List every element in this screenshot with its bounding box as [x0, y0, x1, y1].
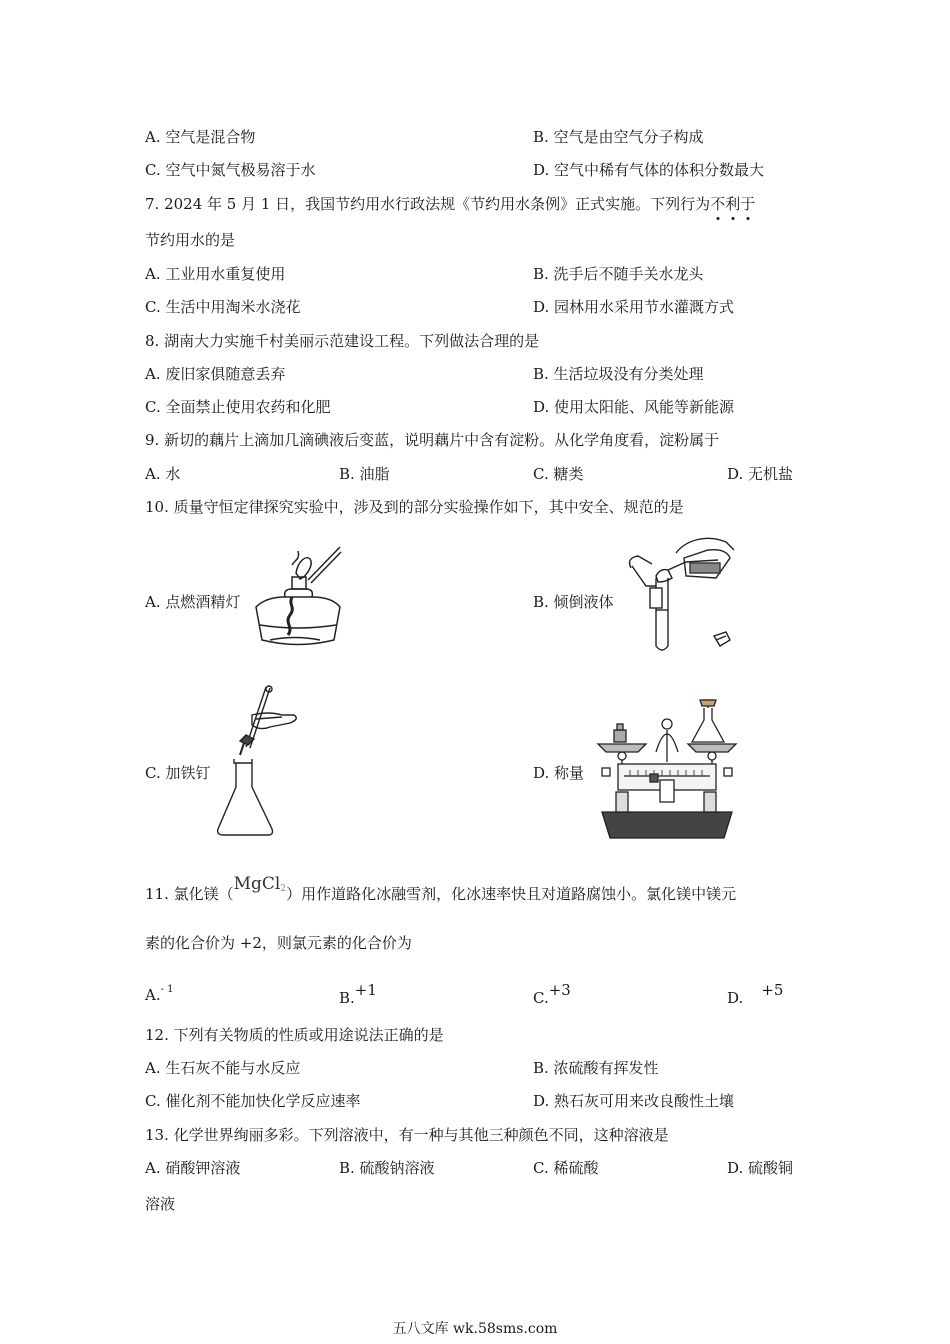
- q8-option-d: D. 使用太阳能、风能等新能源: [533, 398, 735, 416]
- q12-option-a: A. 生石灰不能与水反应: [145, 1059, 301, 1077]
- q7-emphasis-3: 于: [740, 195, 756, 213]
- alcohol-lamp-figure: [248, 545, 343, 655]
- q11-option-d-value: +5: [761, 981, 784, 999]
- q12-option-d: D. 熟石灰可用来改良酸性土壤: [533, 1092, 735, 1110]
- q11-option-d-label: D.: [727, 989, 744, 1007]
- q7-option-a: A. 工业用水重复使用: [145, 265, 286, 283]
- pour-liquid-figure: [626, 528, 741, 653]
- q11-option-c-label: C.: [533, 989, 549, 1007]
- q11-option-b-label: B.: [339, 989, 355, 1007]
- q13-option-b: B. 硫酸钠溶液: [339, 1159, 435, 1177]
- q7-stem-cont: 节约用水的是: [145, 231, 236, 249]
- q9-stem: 9. 新切的藕片上滴加几滴碘液后变蓝，说明藕片中含有淀粉。从化学角度看，淀粉属于: [145, 431, 720, 449]
- q11-option-b: [339, 980, 377, 1008]
- q6-option-c: C. 空气中氮气极易溶于水: [145, 161, 316, 179]
- q11-stem-cont: 素的化合价为 +2，则氯元素的化合价为: [145, 934, 412, 952]
- q7-emphasis-1: 不: [710, 195, 726, 213]
- q11-stem: [145, 874, 737, 909]
- q7-stem: [145, 194, 755, 214]
- q12-stem: 12. 下列有关物质的性质或用途说法正确的是: [145, 1026, 444, 1044]
- q7-option-c: C. 生活中用淘米水浇花: [145, 298, 301, 316]
- q10-option-b: B. 倾倒液体: [533, 593, 614, 611]
- q7-option-d: D. 园林用水采用节水灌溉方式: [533, 298, 735, 316]
- q9-option-a: A. 水: [145, 465, 181, 483]
- q13-option-a: A. 硝酸钾溶液: [145, 1159, 241, 1177]
- q8-option-c: C. 全面禁止使用农药和化肥: [145, 398, 331, 416]
- q9-option-c: C. 糖类: [533, 465, 584, 483]
- add-iron-nail-figure: [212, 685, 302, 840]
- q12-option-c: C. 催化剂不能加快化学反应速率: [145, 1092, 361, 1110]
- q10-option-a: A. 点燃酒精灯: [145, 593, 241, 611]
- q7-option-b: B. 洗手后不随手关水龙头: [533, 265, 704, 283]
- q6-option-b: B. 空气是由空气分子构成: [533, 128, 704, 146]
- mgcl2-formula: [234, 874, 286, 894]
- q10-option-c: C. 加铁钉: [145, 764, 211, 782]
- q13-option-d-cont: 溶液: [145, 1195, 176, 1213]
- q8-stem: 8. 湖南大力实施千村美丽示范建设工程。下列做法合理的是: [145, 332, 540, 350]
- q11-option-b-value: +1: [354, 981, 377, 999]
- q13-option-d: D. 硫酸铜: [727, 1159, 794, 1177]
- q12-option-b: B. 浓硫酸有挥发性: [533, 1059, 659, 1077]
- q6-option-d: D. 空气中稀有气体的体积分数最大: [533, 161, 765, 179]
- q7-stem-text: 7. 2024 年 5 月 1 日，我国节约用水行政法规《节约用水条例》正式实施。下列行为: [145, 195, 711, 213]
- q11-option-a-label: A.: [145, 986, 161, 1004]
- q10-stem: 10. 质量守恒定律探究实验中，涉及到的部分实验操作如下，其中安全、规范的是: [145, 498, 684, 516]
- formula-subscript: 2: [280, 884, 287, 894]
- balance-scale-figure: [596, 696, 738, 840]
- formula-main: MgCl: [233, 874, 281, 894]
- q11-option-a: [145, 980, 174, 1005]
- q10-option-d: D. 称量: [533, 764, 585, 782]
- q11-option-c: [533, 980, 571, 1008]
- q11-option-a-value: - 1: [160, 984, 174, 995]
- q13-option-c: C. 稀硫酸: [533, 1159, 599, 1177]
- q13-stem: 13. 化学世界绚丽多彩。下列溶液中，有一种与其他三种颜色不同，这种溶液是: [145, 1126, 669, 1144]
- q9-option-b: B. 油脂: [339, 465, 390, 483]
- q7-emphasis-2: 利: [725, 195, 741, 213]
- q11-option-d: [727, 980, 783, 1008]
- q6-option-a: A. 空气是混合物: [145, 128, 256, 146]
- q11-stem-text: 11. 氯化镁（: [145, 885, 234, 903]
- q11-option-c-value: +3: [548, 981, 571, 999]
- q8-option-b: B. 生活垃圾没有分类处理: [533, 365, 704, 383]
- page-footer: 五八文库 wk.58sms.com: [392, 1321, 558, 1337]
- q11-stem-text-b: ）用作道路化冰融雪剂，化冰速率快且对道路腐蚀小。氯化镁中镁元: [286, 885, 737, 903]
- q9-option-d: D. 无机盐: [727, 465, 794, 483]
- q8-option-a: A. 废旧家俱随意丢弃: [145, 365, 286, 383]
